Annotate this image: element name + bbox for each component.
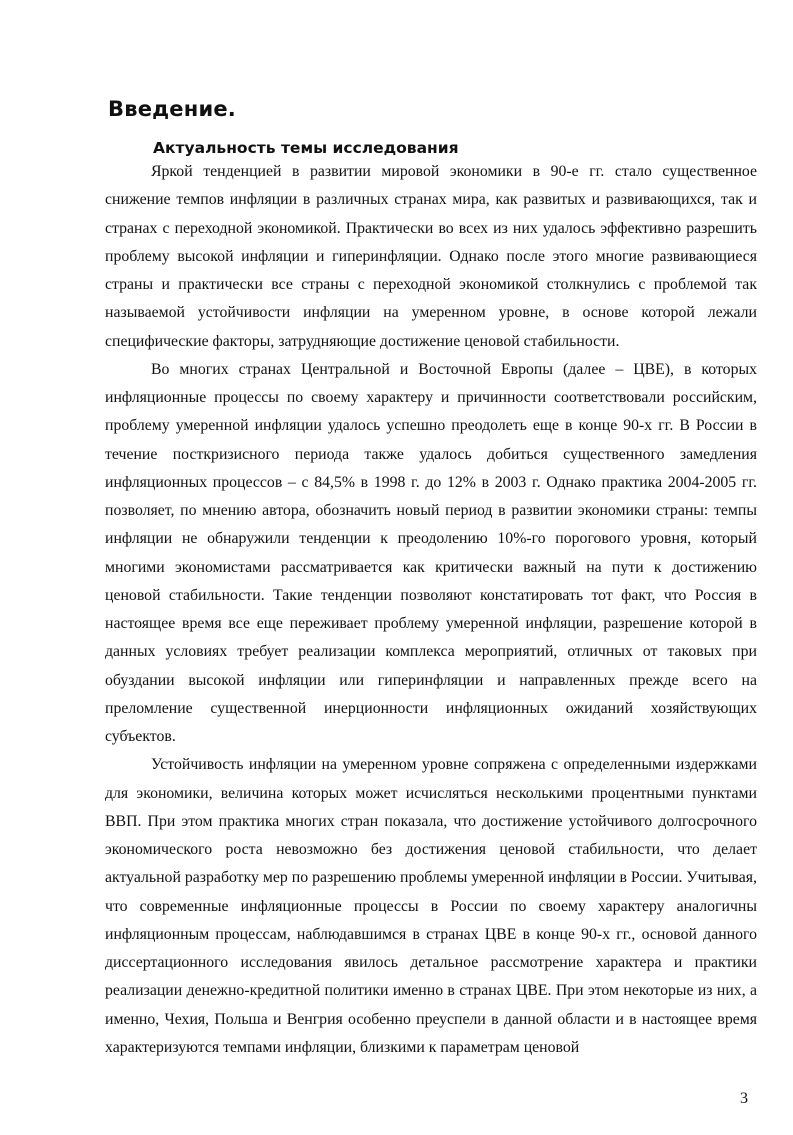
page-number: 3 bbox=[740, 1090, 748, 1107]
paragraph: Устойчивость инфляции на умеренном уровне сопряжена с определенными издержками для экономики, величина которых может исчисляться несколькими процентными пунктами ВВП. При этом практика многих стран показала, что достижение устойчивого долгосрочного экономического роста невозможно без достижения ценовой стабильности, что делает актуальной разработку мер по разрешению проблемы умеренной инфляции в России. Учитывая, что современные инфляционные процессы в России по своему характеру аналогичны инфляционным процессам, наблюдавшимся в странах ЦВЕ в конце 90-х гг., основой данного диссертационного исследования явилось детальное рассмотрение характера и практики реализации денежно-кредитной политики именно в странах ЦВЕ. При этом некоторые из них, а именно, Чехия, Польша и Венгрия особенно преуспели в данной области и в настоящее время характеризуются темпами инфляции, близкими к параметрам ценовой bbox=[105, 756, 757, 1056]
section-heading: Актуальность темы исследования bbox=[153, 139, 459, 157]
paragraph: Яркой тенденцией в развитии мировой экономики в 90-е гг. стало существенное снижение темпов инфляции в различных странах мира, как развитых и развивающихся, так и странах с переходной экономикой. Практически во всех из них удалось эффективно разрешить проблему высокой инфляции и гиперинфляции. Однако после этого многие развивающиеся страны и практически все страны с переходной экономикой столкнулись с проблемой так называемой устойчивости инфляции на умеренном уровне, в основе которой лежали специфические факторы, затрудняющие достижение ценовой стабильности. bbox=[105, 163, 757, 350]
page-title: Введение. bbox=[108, 97, 236, 121]
body-text bbox=[105, 158, 757, 1062]
paragraph: Во многих странах Центральной и Восточной Европы (далее – ЦВЕ), в которых инфляционные процессы по своему характеру и причинности соответствовали российским, проблему умеренной инфляции удалось успешно преодолеть еще в конце 90-х гг. В России в течение посткризисного периода также удалось добиться существенного замедления инфляционных процессов – с 84,5% в 1998 г. до 12% в 2003 г. Однако практика 2004-2005 гг. позволяет, по мнению автора, обозначить новый период в развитии экономики страны: темпы инфляции не обнаружили тенденции к преодолению 10%-го порогового уровня, который многими экономистами рассматривается как критически важный на пути к достижению ценовой стабильности. Такие тенденции позволяют констатировать тот факт, что Россия в настоящее время все еще переживает проблему умеренной инфляции, разрешение которой в данных условиях требует реализации комплекса мероприятий, отличных от таковых при обуздании высокой инфляции или гиперинфляции и направленных прежде всего на преломление существенной инерционности инфляционных ожиданий хозяйствующих субъектов. bbox=[105, 360, 757, 745]
